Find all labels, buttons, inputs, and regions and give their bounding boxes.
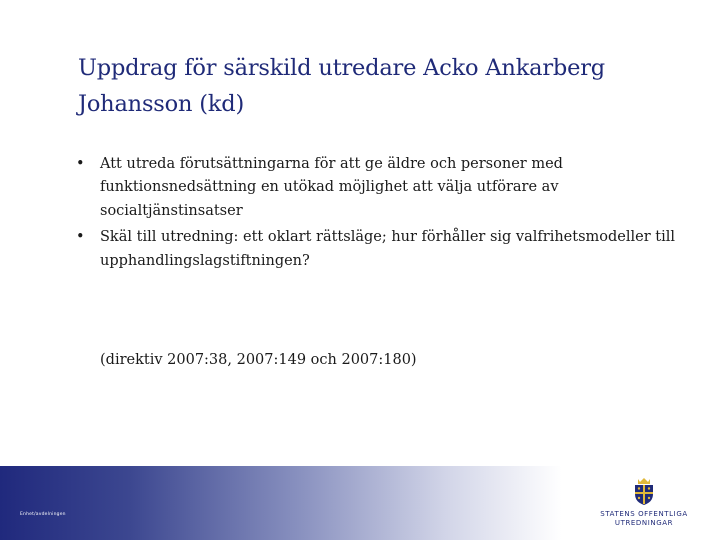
- bullet-marker: •: [76, 229, 85, 246]
- logo-text-line1: STATENS OFFENTLIGA: [600, 510, 688, 518]
- logo-text-line2: UTREDNINGAR: [614, 519, 674, 527]
- directive-reference: (direktiv 2007:38, 2007:149 och 2007:180): [100, 352, 417, 368]
- footer-department-label: Enhet/avdelningen: [20, 512, 66, 517]
- bullet-marker: •: [76, 156, 85, 172]
- bullet-item: [76, 226, 696, 273]
- sou-logo: [596, 476, 692, 528]
- slide-title: Uppdrag för särskild utredare Acko Ankarberg Johansson (kd): [78, 55, 605, 117]
- bullet-text: Skäl till utredning: ett oklart rättsläge; hur förhåller sig valfrihetsmodeller till upphandlingslagstiftningen?: [100, 229, 676, 269]
- crown-shield-icon: [630, 476, 658, 506]
- bullet-item: [76, 153, 696, 223]
- bullet-list: [76, 153, 696, 276]
- bullet-text: Att utreda förutsättningarna för att ge äldre och personer med funktionsnedsättning en utökad möjlighet att välja utförare av socialtjänstinsatser: [100, 156, 563, 219]
